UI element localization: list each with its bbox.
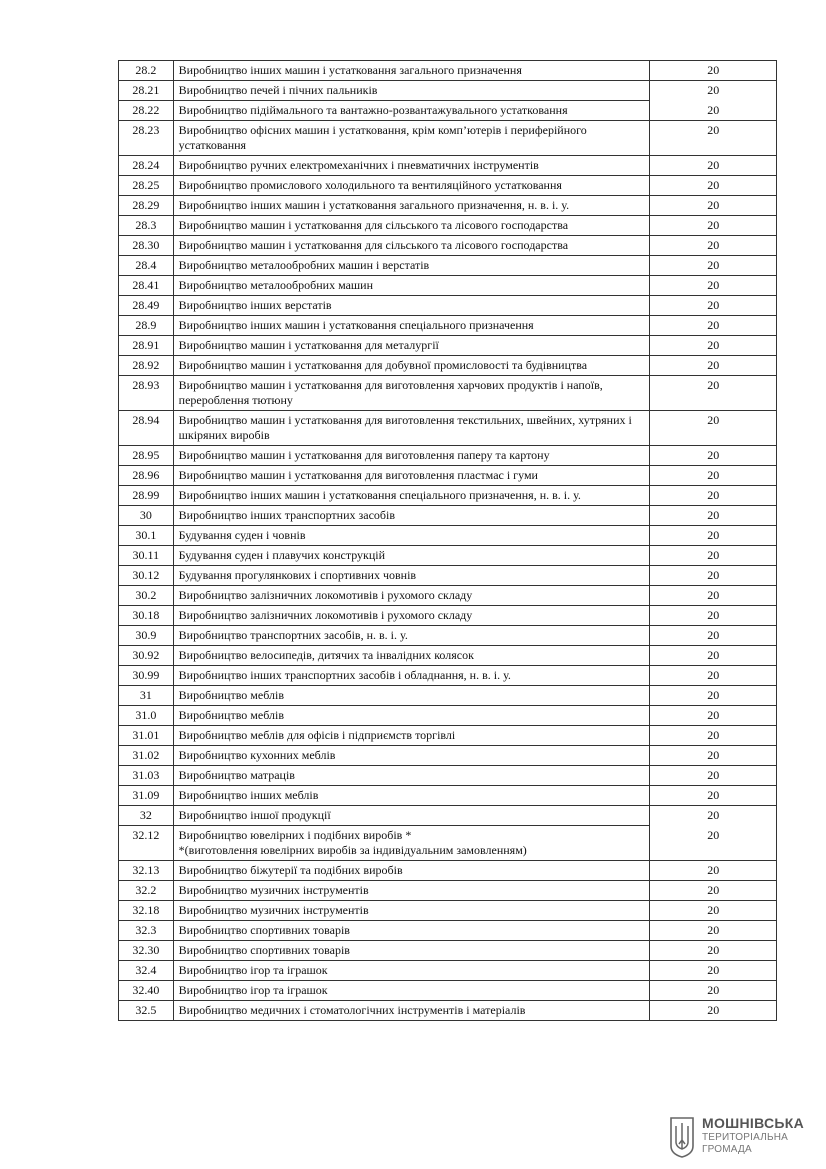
activity-name-cell: [173, 121, 650, 156]
table-row: [119, 316, 777, 336]
activity-code: 30.92: [119, 646, 174, 666]
rate-value: 20: [650, 706, 777, 726]
activity-name: Виробництво спортивних товарів: [178, 923, 350, 937]
activity-code: 32: [119, 806, 174, 826]
activity-name: Виробництво велосипедів, дитячих та інвалідних колясок: [178, 648, 474, 662]
table-row: [119, 101, 777, 121]
activity-name: Виробництво металообробних машин: [178, 278, 373, 292]
activity-name: Виробництво музичних інструментів: [178, 883, 369, 897]
activity-code: 28.95: [119, 446, 174, 466]
activity-name-cell: [173, 1001, 650, 1021]
rate-value: 20: [650, 176, 777, 196]
activity-name: Виробництво кухонних меблів: [178, 748, 336, 762]
table-row: [119, 961, 777, 981]
activity-name-cell: [173, 411, 650, 446]
rate-value: 20: [650, 666, 777, 686]
table-row: [119, 981, 777, 1001]
activity-name: Виробництво машин і устатковання для сільського та лісового господарства: [178, 238, 569, 252]
logo-line-2: ТЕРИТОРІАЛЬНА: [702, 1132, 789, 1143]
rate-value: 20: [650, 121, 777, 156]
activity-name: Виробництво інших верстатів: [178, 298, 332, 312]
activity-name: Виробництво транспортних засобів, н. в. і. у.: [178, 628, 408, 642]
activity-name: Виробництво матраців: [178, 768, 295, 782]
activity-name: Виробництво машин і устатковання для виготовлення текстильних, швейних, хутряних і шкіряних виробів: [178, 413, 632, 442]
rate-value: 20: [650, 336, 777, 356]
activity-name-cell: [173, 316, 650, 336]
activity-name: Виробництво підіймального та вантажно-розвантажувального устатковання: [178, 103, 568, 117]
rate-value: 20: [650, 606, 777, 626]
table-row: [119, 586, 777, 606]
activity-table: [118, 60, 777, 1021]
activity-code: 28.21: [119, 81, 174, 101]
rate-value: 20: [650, 466, 777, 486]
activity-name-cell: [173, 666, 650, 686]
activity-code: 28.25: [119, 176, 174, 196]
rate-value: 20: [650, 786, 777, 806]
activity-name: Виробництво ігор та іграшок: [178, 963, 328, 977]
table-body: [119, 61, 777, 1021]
activity-code: 31.0: [119, 706, 174, 726]
table-row: [119, 606, 777, 626]
activity-name-cell: [173, 156, 650, 176]
table-row: [119, 446, 777, 466]
rate-value: 20: [650, 411, 777, 446]
activity-name-cell: [173, 961, 650, 981]
rate-value: 20: [650, 236, 777, 256]
activity-name-cell: [173, 626, 650, 646]
activity-name-cell: [173, 901, 650, 921]
rate-value: 20: [650, 316, 777, 336]
table-row: [119, 526, 777, 546]
table-row: [119, 826, 777, 861]
activity-name-cell: [173, 466, 650, 486]
activity-code: 28.29: [119, 196, 174, 216]
activity-code: 32.3: [119, 921, 174, 941]
logo-line-3: ГРОМАДА: [702, 1144, 752, 1155]
table-row: [119, 336, 777, 356]
rate-value: 20: [650, 806, 777, 826]
trident-icon: [668, 1116, 696, 1158]
table-row: [119, 81, 777, 101]
activity-code: 30.99: [119, 666, 174, 686]
activity-name: Виробництво печей і пічних пальників: [178, 83, 378, 97]
table-row: [119, 861, 777, 881]
activity-name-cell: [173, 706, 650, 726]
rate-value: 20: [650, 686, 777, 706]
activity-name: Виробництво інших машин і устатковання спеціального призначення, н. в. і. у.: [178, 488, 581, 502]
table-row: [119, 506, 777, 526]
activity-name-cell: [173, 446, 650, 466]
rate-value: 20: [650, 376, 777, 411]
activity-name-cell: [173, 606, 650, 626]
activity-name: Виробництво інших машин і устатковання спеціального призначення: [178, 318, 534, 332]
rate-value: 20: [650, 981, 777, 1001]
activity-name-cell: [173, 566, 650, 586]
activity-name: Виробництво залізничних локомотивів і рухомого складу: [178, 588, 473, 602]
table-row: [119, 256, 777, 276]
activity-name: Виробництво музичних інструментів: [178, 903, 369, 917]
activity-code: 28.91: [119, 336, 174, 356]
activity-name: Виробництво інших машин і устатковання загального призначення: [178, 63, 522, 77]
logo-line-1: МОШНІВСЬКА: [702, 1115, 805, 1131]
activity-name-cell: [173, 196, 650, 216]
activity-name: Виробництво залізничних локомотивів і рухомого складу: [178, 608, 473, 622]
activity-name: Виробництво інших меблів: [178, 788, 319, 802]
activity-code: 28.49: [119, 296, 174, 316]
community-logo: [668, 1115, 808, 1159]
rate-value: 20: [650, 861, 777, 881]
activity-name: Будування прогулянкових і спортивних човнів: [178, 568, 417, 582]
activity-name: Виробництво промислового холодильного та вентиляційного устатковання: [178, 178, 562, 192]
rate-value: 20: [650, 826, 777, 861]
activity-name: Виробництво машин і устатковання для металургії: [178, 338, 439, 352]
activity-code: 28.92: [119, 356, 174, 376]
activity-name: Виробництво ручних електромеханічних і пневматичних інструментів: [178, 158, 539, 172]
activity-code: 28.9: [119, 316, 174, 336]
rate-value: 20: [650, 586, 777, 606]
activity-code: 28.94: [119, 411, 174, 446]
activity-name-cell: [173, 101, 650, 121]
activity-name: Будування суден і плавучих конструкцій: [178, 548, 386, 562]
rate-value: 20: [650, 101, 777, 121]
activity-name-cell: [173, 296, 650, 316]
table-row: [119, 686, 777, 706]
activity-name-cell: [173, 356, 650, 376]
activity-name-cell: [173, 921, 650, 941]
activity-code: 28.22: [119, 101, 174, 121]
activity-name: Виробництво меблів для офісів і підприємств торгівлі: [178, 728, 456, 742]
activity-name: Виробництво офісних машин і устатковання, крім комп’ютерів і периферійного устатковання: [178, 123, 587, 152]
activity-name-cell: [173, 486, 650, 506]
activity-code: 30.2: [119, 586, 174, 606]
activity-name-cell: [173, 746, 650, 766]
activity-name-cell: [173, 726, 650, 746]
table-row: [119, 216, 777, 236]
activity-name-cell: [173, 786, 650, 806]
table-row: [119, 276, 777, 296]
activity-name-cell: [173, 826, 650, 861]
activity-code: 28.96: [119, 466, 174, 486]
activity-name: Виробництво медичних і стоматологічних інструментів і матеріалів: [178, 1003, 526, 1017]
activity-code: 31.09: [119, 786, 174, 806]
table-row: [119, 626, 777, 646]
rate-value: 20: [650, 526, 777, 546]
activity-code: 31.03: [119, 766, 174, 786]
rate-value: 20: [650, 486, 777, 506]
activity-code: 32.40: [119, 981, 174, 1001]
activity-name-cell: [173, 256, 650, 276]
activity-code: 32.18: [119, 901, 174, 921]
rate-value: 20: [650, 881, 777, 901]
table-row: [119, 706, 777, 726]
activity-code: 28.4: [119, 256, 174, 276]
rate-value: 20: [650, 746, 777, 766]
activity-name-cell: [173, 506, 650, 526]
table-row: [119, 806, 777, 826]
activity-code: 28.30: [119, 236, 174, 256]
table-row: [119, 466, 777, 486]
rate-value: 20: [650, 626, 777, 646]
activity-name: Виробництво машин і устатковання для виготовлення паперу та картону: [178, 448, 550, 462]
rate-value: 20: [650, 941, 777, 961]
table-row: [119, 236, 777, 256]
table-row: [119, 666, 777, 686]
activity-code: 28.24: [119, 156, 174, 176]
rate-value: 20: [650, 256, 777, 276]
table-row: [119, 921, 777, 941]
activity-name-cell: [173, 236, 650, 256]
activity-name-cell: [173, 276, 650, 296]
rate-value: 20: [650, 546, 777, 566]
activity-code: 28.23: [119, 121, 174, 156]
activity-name: Виробництво машин і устатковання для сільського та лісового господарства: [178, 218, 569, 232]
activity-name-cell: [173, 526, 650, 546]
table-row: [119, 746, 777, 766]
rate-value: 20: [650, 1001, 777, 1021]
activity-name-cell: [173, 61, 650, 81]
activity-code: 28.93: [119, 376, 174, 411]
table-row: [119, 356, 777, 376]
activity-code: 31: [119, 686, 174, 706]
rate-value: 20: [650, 901, 777, 921]
activity-name-cell: [173, 806, 650, 826]
activity-code: 30.18: [119, 606, 174, 626]
rate-value: 20: [650, 566, 777, 586]
activity-code: 30.1: [119, 526, 174, 546]
activity-name-cell: [173, 176, 650, 196]
activity-name-cell: [173, 586, 650, 606]
activity-name-cell: [173, 941, 650, 961]
activity-name: Виробництво ювелірних і подібних виробів *: [178, 828, 412, 842]
table-row: [119, 566, 777, 586]
table-row: [119, 786, 777, 806]
activity-name-cell: [173, 646, 650, 666]
activity-code: 30.12: [119, 566, 174, 586]
activity-code: 32.30: [119, 941, 174, 961]
table-row: [119, 1001, 777, 1021]
activity-name: Будування суден і човнів: [178, 528, 306, 542]
table-row: [119, 61, 777, 81]
activity-name-cell: [173, 81, 650, 101]
table-row: [119, 546, 777, 566]
activity-code: 32.2: [119, 881, 174, 901]
rate-value: 20: [650, 61, 777, 81]
activity-name: Виробництво металообробних машин і верстатів: [178, 258, 430, 272]
table-row: [119, 296, 777, 316]
activity-name: Виробництво інших транспортних засобів і обладнання, н. в. і. у.: [178, 668, 511, 682]
activity-name: Виробництво спортивних товарів: [178, 943, 350, 957]
table-row: [119, 881, 777, 901]
activity-name-cell: [173, 376, 650, 411]
activity-code: 31.02: [119, 746, 174, 766]
table-row: [119, 486, 777, 506]
activity-code: 32.13: [119, 861, 174, 881]
activity-name: Виробництво машин і устатковання для виготовлення пластмас і гуми: [178, 468, 538, 482]
rate-value: 20: [650, 216, 777, 236]
table-row: [119, 766, 777, 786]
activity-name-cell: [173, 546, 650, 566]
activity-code: 28.41: [119, 276, 174, 296]
table-row: [119, 156, 777, 176]
activity-name: Виробництво біжутерії та подібних виробів: [178, 863, 403, 877]
activity-code: 32.5: [119, 1001, 174, 1021]
activity-name-cell: [173, 881, 650, 901]
rate-value: 20: [650, 446, 777, 466]
activity-code: 30.9: [119, 626, 174, 646]
activity-name: Виробництво машин і устатковання для виготовлення харчових продуктів і напоїв, перероблення тютюну: [178, 378, 603, 407]
activity-name-cell: [173, 981, 650, 1001]
rate-value: 20: [650, 276, 777, 296]
activity-code: 30.11: [119, 546, 174, 566]
rate-value: 20: [650, 646, 777, 666]
activity-code: 30: [119, 506, 174, 526]
activity-name-cell: [173, 336, 650, 356]
activity-code: 32.12: [119, 826, 174, 861]
table-row: [119, 726, 777, 746]
activity-name: Виробництво інших машин і устатковання загального призначення, н. в. і. у.: [178, 198, 570, 212]
table-row: [119, 941, 777, 961]
activity-name: Виробництво машин і устатковання для добувної промисловості та будівництва: [178, 358, 588, 372]
rate-value: 20: [650, 296, 777, 316]
activity-name-cell: [173, 686, 650, 706]
activity-name-cell: [173, 861, 650, 881]
table-row: [119, 121, 777, 156]
activity-note: *(виготовлення ювелірних виробів за індивідуальним замовленням): [178, 843, 527, 857]
activity-name: Виробництво інших транспортних засобів: [178, 508, 396, 522]
rate-value: 20: [650, 156, 777, 176]
table-row: [119, 376, 777, 411]
activity-code: 28.99: [119, 486, 174, 506]
activity-code: 32.4: [119, 961, 174, 981]
rate-value: 20: [650, 81, 777, 101]
table-row: [119, 196, 777, 216]
table-row: [119, 646, 777, 666]
rate-value: 20: [650, 196, 777, 216]
table-row: [119, 176, 777, 196]
rate-value: 20: [650, 726, 777, 746]
activity-name: Виробництво іншої продукції: [178, 808, 331, 822]
activity-code: 31.01: [119, 726, 174, 746]
table-row: [119, 411, 777, 446]
activity-name: Виробництво меблів: [178, 688, 284, 702]
rate-value: 20: [650, 506, 777, 526]
activity-name: Виробництво меблів: [178, 708, 284, 722]
activity-code: 28.3: [119, 216, 174, 236]
activity-code: 28.2: [119, 61, 174, 81]
activity-name-cell: [173, 766, 650, 786]
activity-name-cell: [173, 216, 650, 236]
activity-name: Виробництво ігор та іграшок: [178, 983, 328, 997]
rate-value: 20: [650, 356, 777, 376]
rate-value: 20: [650, 921, 777, 941]
rate-value: 20: [650, 766, 777, 786]
table-row: [119, 901, 777, 921]
rate-value: 20: [650, 961, 777, 981]
